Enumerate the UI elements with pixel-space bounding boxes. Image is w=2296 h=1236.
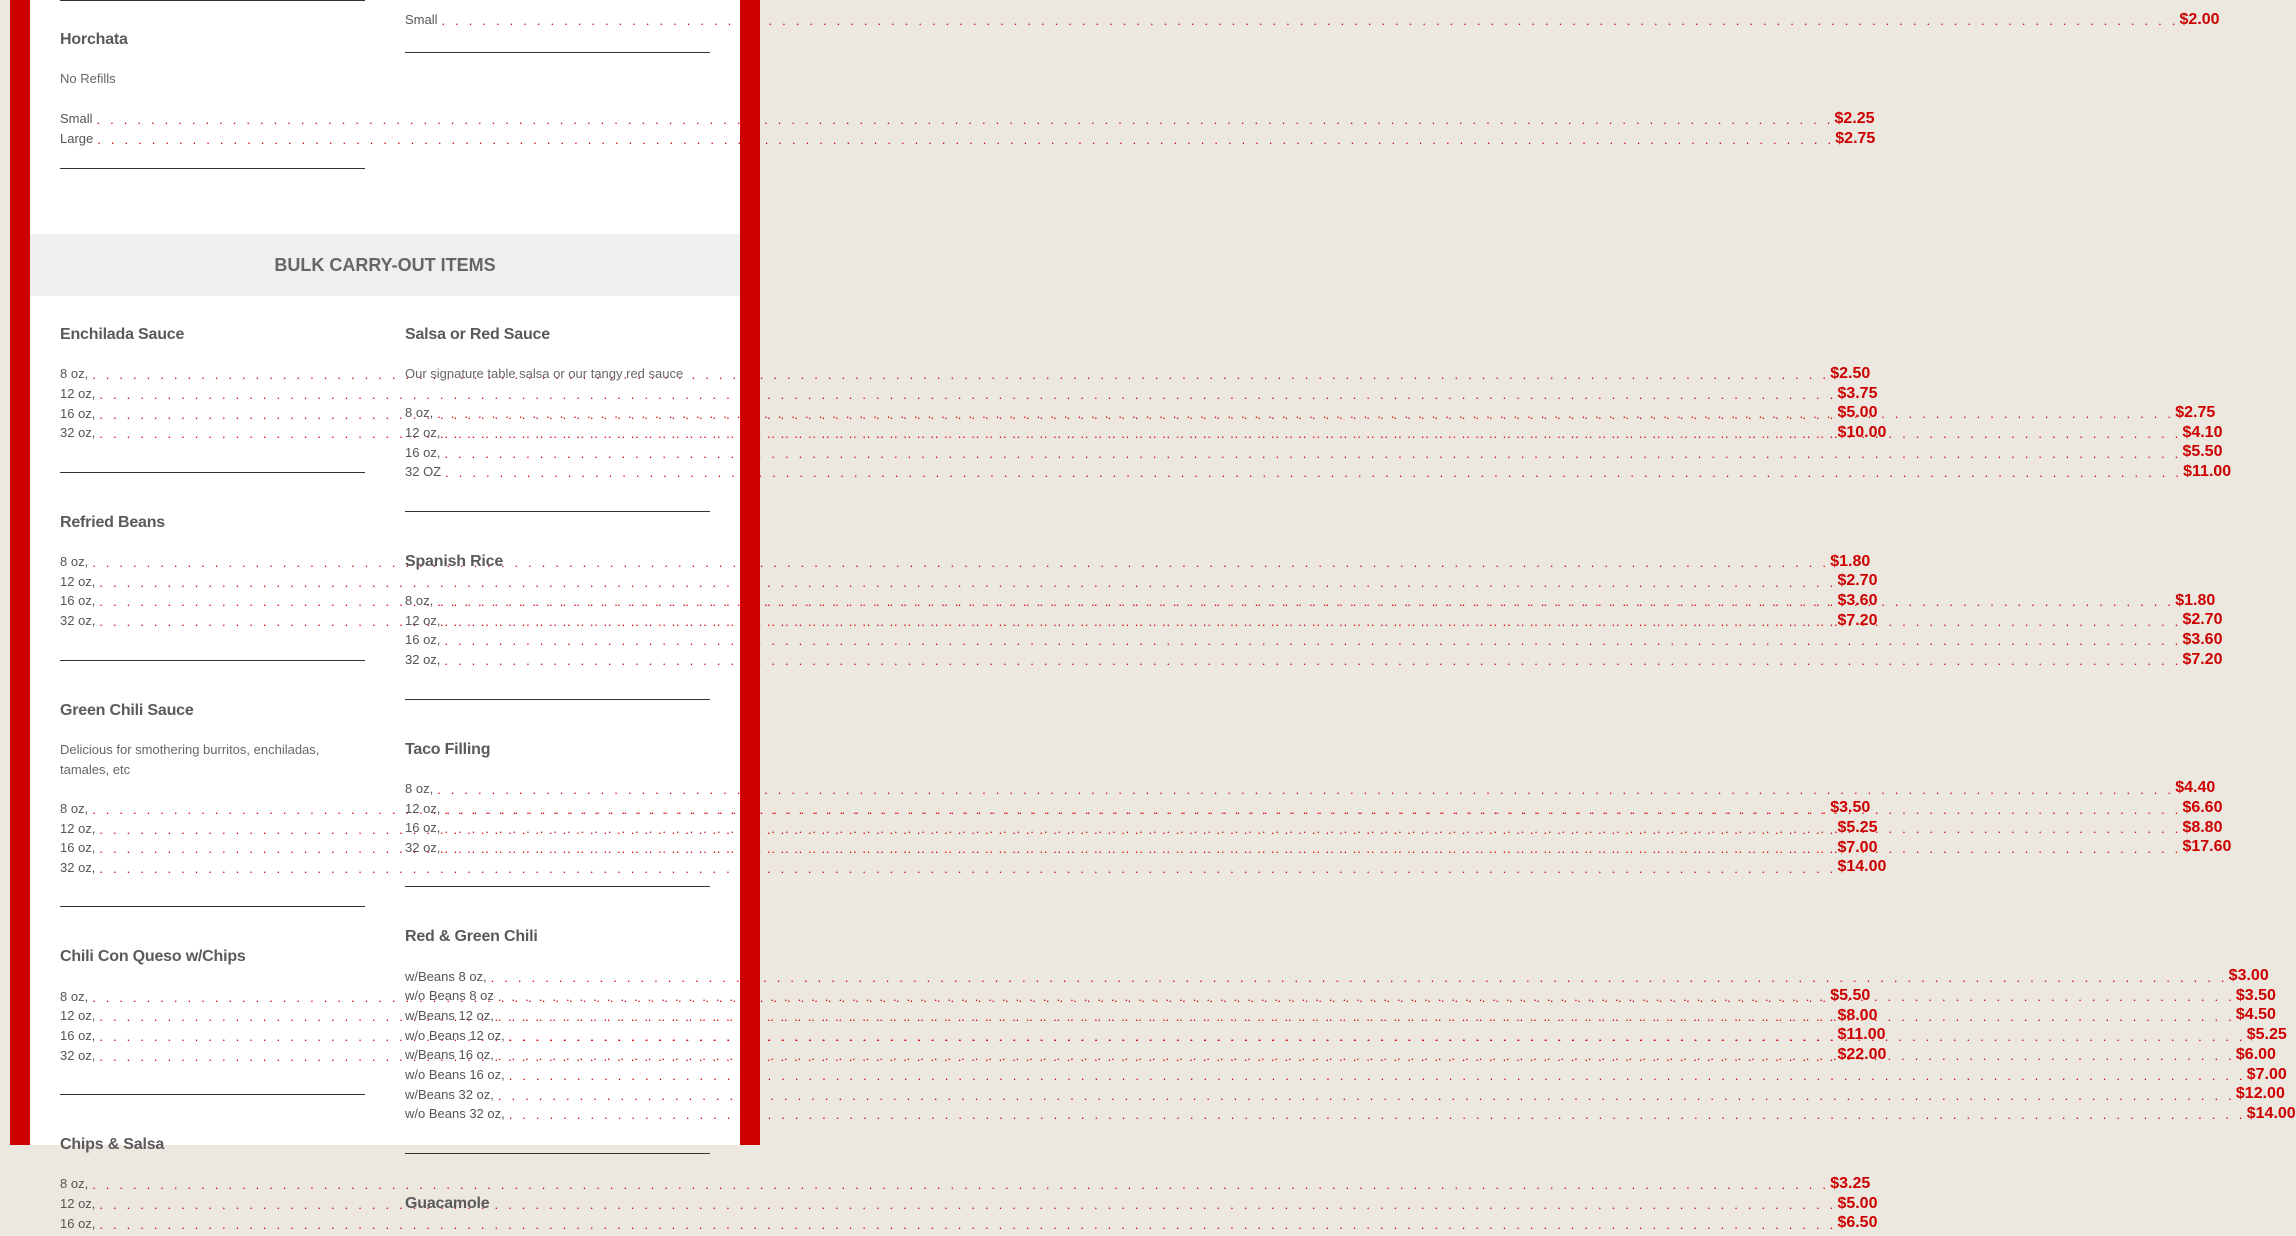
price-row [405,630,2223,650]
size-label: 32 oz, [60,859,96,875]
leader-dots [498,1045,2235,1064]
price: $3.25 [1830,1174,1871,1192]
size-label: w/o Beans 16 oz, [405,1067,505,1083]
leader-dots [99,384,1836,403]
item-title: Horchata [60,31,128,48]
price: $6.50 [1837,1214,1878,1232]
menu-item-spanish-rice [405,552,2223,700]
price: $3.50 [1830,799,1871,817]
size-label: 12 oz, [405,425,441,441]
price: $3.75 [1837,384,1878,402]
price: $10.00 [1837,423,1887,441]
price: $5.00 [1837,1194,1878,1212]
left-red-border [10,0,30,1145]
leader-dots [444,443,2181,462]
size-label: 16 oz, [60,840,96,856]
size-label: 32 oz, [60,425,96,441]
price: $2.70 [1837,572,1878,590]
leader-dots [99,1194,1836,1213]
size-label: 32 oz, [60,1047,96,1063]
menu-item-horchata [60,30,1876,169]
item-description: No Refills [60,71,116,86]
size-label: w/Beans 16 oz, [405,1047,494,1063]
leader-dots [498,1085,2235,1104]
price: $4.50 [2235,1006,2276,1024]
item-title: Taco Filling [405,740,491,758]
price-row [60,571,1878,591]
price: $3.60 [1837,591,1878,609]
size-label: 8 oz, [60,988,89,1004]
item-title: Green Chili Sauce [60,701,194,719]
leader-dots [444,650,2181,669]
divider [405,52,710,53]
leader-dots [92,364,1829,383]
leader-dots [99,1214,1836,1233]
item-title: Guacamole [405,1194,490,1212]
price: $7.20 [1837,611,1878,629]
size-label: w/Beans 32 oz, [405,1086,494,1102]
size-label: 12 oz, [60,573,96,589]
price: $5.00 [1837,404,1878,422]
size-label: w/Beans 8 oz, [405,968,487,984]
menu-page [30,0,2296,1232]
price-row [405,1065,2287,1085]
price-row [60,109,1875,129]
leader-dots [444,818,2181,837]
leader-dots [99,572,1836,591]
leader-dots [92,552,1829,571]
price: $4.10 [2182,423,2223,441]
size-label: 8 oz, [60,1176,89,1192]
top-divider-left [60,0,365,1]
item-title: Spanish Rice [405,552,504,570]
size-label: Small [60,111,93,127]
item-title: Enchilada Sauce [60,326,185,343]
price-row [405,779,2216,799]
price: $22.00 [1837,1046,1887,1064]
price-row [405,1084,2285,1104]
leader-dots [444,630,2181,649]
size-label: 16 oz, [60,1215,96,1231]
size-label: 16 oz, [60,593,96,609]
price: $1.80 [1830,552,1871,570]
item-title: Refried Beans [60,513,165,531]
size-label: 12 oz, [405,612,441,628]
price: $14.00 [1837,858,1887,876]
size-label: w/o Beans 8 oz [405,988,494,1004]
leader-dots [509,1104,2246,1123]
price: $2.25 [1834,109,1875,127]
size-label: 32 oz, [405,839,441,855]
leader-dots [498,1006,2235,1025]
price: $8.00 [1837,1006,1878,1024]
leader-dots [509,1026,2246,1045]
leader-dots [444,611,2181,630]
leader-dots [99,858,1836,877]
price: $6.60 [2182,799,2223,817]
price-row [405,462,2232,482]
leader-dots [97,129,1834,148]
size-label: 16 oz, [405,820,441,836]
size-label: 12 oz, [60,386,96,402]
price: $3.00 [2228,967,2269,985]
price-row [60,858,1887,878]
price: $4.40 [2175,779,2216,797]
size-label: 32 oz, [60,613,96,629]
size-label: 16 oz, [60,405,96,421]
size-label: 12 oz, [60,1008,96,1024]
size-label: w/o Beans 12 oz, [405,1027,505,1043]
right-top-remnant [405,10,2220,53]
size-label: 8 oz, [405,780,434,796]
price: $2.75 [2175,403,2216,421]
price: $7.00 [1837,838,1878,856]
size-label: 8 oz, [60,554,89,570]
item-description: Delicious for smothering burritos, enchiladas, tamales, etc [60,741,320,777]
size-label: Large [60,131,94,147]
price: $2.00 [2179,10,2220,28]
price: $17.60 [2182,838,2232,856]
size-label: 32 oz, [405,652,441,668]
price: $7.00 [2246,1065,2287,1083]
item-title: Chili Con Queso w/Chips [60,948,246,966]
price-row [405,1104,2296,1124]
price: $3.60 [2182,630,2223,648]
price: $5.25 [2246,1026,2287,1044]
price: $5.25 [1837,819,1878,837]
leader-dots [97,109,1834,128]
leader-dots [445,462,2182,481]
size-label: 12 oz, [60,820,96,836]
price: $12.00 [2235,1085,2285,1103]
leader-dots [437,779,2174,798]
price-row [60,384,1878,404]
item-title: Red & Green Chili [405,928,538,946]
item-title: Chips & Salsa [60,1136,165,1153]
size-label: 16 oz, [405,444,441,460]
price-row [60,129,1876,149]
item-title: Salsa or Red Sauce [405,326,550,343]
leader-dots [498,986,2235,1005]
price-row [405,966,2269,986]
size-label: w/o Beans 32 oz, [405,1106,505,1122]
leader-dots [437,591,2174,610]
section-heading: BULK CARRY-OUT ITEMS [30,234,740,296]
size-label: Small [405,12,438,28]
price: $5.50 [1830,987,1871,1005]
divider [60,168,365,169]
price: $5.50 [2182,443,2223,461]
price: $7.20 [2182,650,2223,668]
price: $2.75 [1835,129,1876,147]
size-label: 12 oz, [405,800,441,816]
menu-item-guacamole [405,1194,710,1214]
size-label: 8 oz, [60,366,89,382]
leader-dots [509,1065,2246,1084]
leader-dots [444,423,2181,442]
price: $8.80 [2182,818,2223,836]
size-label: 16 oz, [60,1027,96,1043]
leader-dots [437,403,2174,422]
price: $11.00 [2183,462,2232,480]
leader-dots [444,838,2181,857]
price-row [60,1213,1878,1233]
price-row [405,442,2223,462]
price: $2.50 [1830,364,1871,382]
size-label: 8 oz, [405,593,434,609]
leader-dots [491,967,2228,986]
price: $3.50 [2235,986,2276,1004]
leader-dots [442,10,2179,29]
size-label: 12 oz, [60,1196,96,1212]
price-row [405,10,2220,30]
price: $14.00 [2246,1104,2296,1122]
size-label: 8 oz, [60,800,89,816]
leader-dots [92,1174,1829,1193]
price: $6.00 [2235,1045,2276,1063]
size-label: 32 OZ [405,464,442,480]
price: $1.80 [2175,591,2216,609]
size-label: w/Beans 12 oz, [405,1007,494,1023]
price: $11.00 [1837,1026,1886,1044]
price: $2.70 [2182,611,2223,629]
item-description: Our signature table salsa or our tangy red sauce [405,366,684,381]
size-label: 16 oz, [405,632,441,648]
size-label: 8 oz, [405,405,434,421]
price-row [60,1174,1871,1194]
leader-dots [444,799,2181,818]
price-row [405,650,2223,670]
